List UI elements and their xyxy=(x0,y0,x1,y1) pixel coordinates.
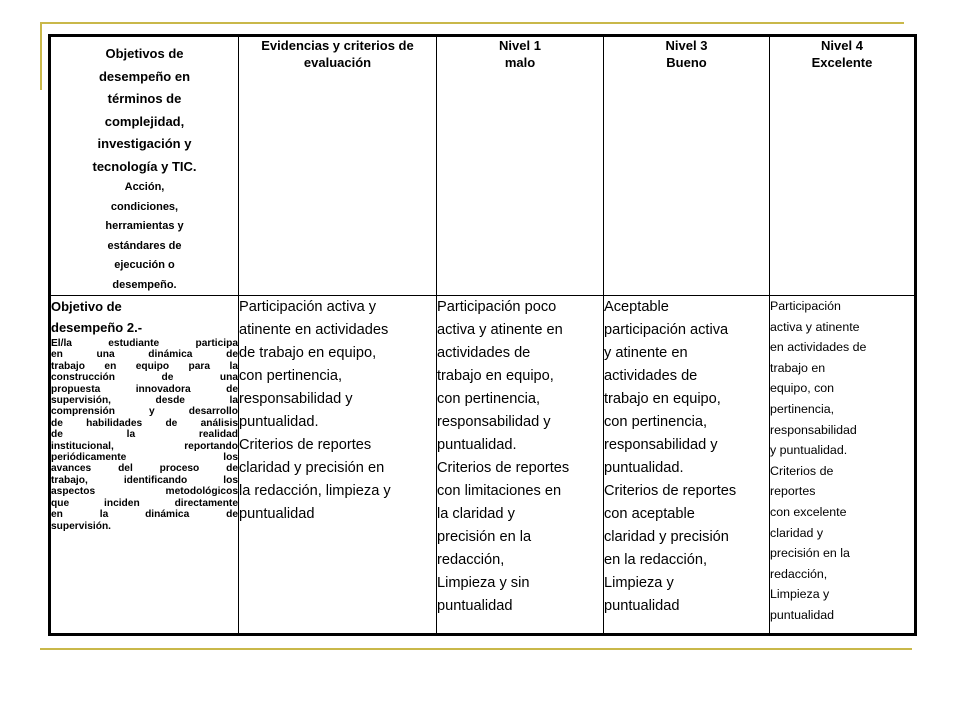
nivel-4-cell xyxy=(770,296,916,635)
text-line: actividades de xyxy=(437,345,531,361)
text-line: participación activa xyxy=(604,322,729,338)
text-line: en actividades de xyxy=(770,340,867,355)
text-line: trabajo en xyxy=(770,360,826,375)
text-line: Acción, xyxy=(124,181,165,193)
evidence-cell xyxy=(239,296,437,635)
text-line: de habilidades de análisis xyxy=(51,417,238,429)
text-line: con pertinencia, xyxy=(437,391,541,407)
text-line: activa y atinente xyxy=(770,319,860,334)
text-line: reportes xyxy=(770,484,816,499)
text-line: comprensión y desarrollo xyxy=(51,406,238,418)
text-line: con limitaciones en xyxy=(437,483,562,499)
text-line: Objetivos de xyxy=(105,46,184,61)
text-line: puntualidad. xyxy=(239,414,319,430)
text-line: la redacción, limpieza y xyxy=(239,483,391,499)
text-line: términos de xyxy=(107,91,182,106)
text-line: supervisión, desde la xyxy=(51,395,238,407)
text-line: Nivel 3 xyxy=(665,38,708,53)
text-line: periódicamente los xyxy=(51,452,238,464)
text-line: El/la estudiante participa xyxy=(51,338,238,349)
text-line: Excelente xyxy=(811,55,873,70)
text-line: Criterios de xyxy=(770,463,834,478)
text-line: Criterios de reportes xyxy=(437,460,570,476)
text-line: claridad y xyxy=(770,525,824,540)
text-line: puntualidad xyxy=(604,598,680,614)
decorative-bottom-line xyxy=(40,648,912,650)
text-line: trabajo en equipo, xyxy=(604,391,721,407)
text-line: redacción, xyxy=(437,552,505,568)
text-line: trabajo, identificando los xyxy=(51,474,238,486)
text-line: Limpieza y xyxy=(604,575,674,591)
text-line: Bueno xyxy=(666,55,707,70)
text-line: claridad y precisión xyxy=(604,529,729,545)
text-line: pertinencia, xyxy=(770,401,835,416)
text-line: Aceptable xyxy=(604,299,669,315)
text-line: puntualidad. xyxy=(437,437,517,453)
text-line: claridad y precisión en xyxy=(239,460,385,476)
text-line: Participación xyxy=(770,299,841,313)
objectives-subtitle xyxy=(51,178,238,295)
text-line: institucional, reportando xyxy=(51,440,238,452)
text-line: tecnología y TIC. xyxy=(92,158,197,174)
text-line: Nivel 4 xyxy=(821,38,863,53)
text-line: precisión en la xyxy=(770,546,850,561)
text-line: investigación y xyxy=(97,136,192,151)
text-line: con aceptable xyxy=(604,506,695,522)
objectives-title xyxy=(51,37,238,178)
decorative-left-line xyxy=(40,22,42,90)
text-line: de trabajo en equipo, xyxy=(239,345,377,361)
text-line: responsabilidad y xyxy=(437,414,551,430)
text-line: desempeño. xyxy=(112,278,177,291)
text-line: en una dinámica de xyxy=(51,349,238,361)
text-line: construcción de una xyxy=(51,372,238,384)
text-line: herramientas y xyxy=(105,220,184,232)
text-line: en la dinámica de xyxy=(51,509,238,521)
text-line: Participación poco xyxy=(437,299,557,315)
text-line: condiciones, xyxy=(110,200,179,213)
table-row xyxy=(50,296,916,635)
header-nivel-3 xyxy=(604,36,770,296)
text-line: redacción, xyxy=(770,566,828,581)
text-line: complejidad, xyxy=(104,113,185,129)
text-line: evaluación xyxy=(303,55,372,70)
text-line: Participación activa y xyxy=(239,299,377,315)
text-line: desempeño en xyxy=(98,68,191,84)
objective-cell xyxy=(50,296,239,635)
text-line: Limpieza y sin xyxy=(437,575,530,591)
text-line: actividades de xyxy=(604,368,698,384)
text-line: equipo, con xyxy=(770,381,835,396)
header-nivel-4 xyxy=(770,36,916,296)
text-line: propuesta innovadora de xyxy=(51,383,238,395)
text-line: Criterios de reportes xyxy=(239,437,372,453)
rubric-table xyxy=(48,34,917,636)
text-line: responsabilidad y xyxy=(604,437,718,453)
text-line: en la redacción, xyxy=(604,552,708,568)
text-line: con pertinencia, xyxy=(239,368,343,384)
text-line: Objetivo de xyxy=(51,299,122,314)
text-line: Criterios de reportes xyxy=(604,483,737,499)
decorative-top-line xyxy=(40,22,904,24)
header-row xyxy=(50,36,916,296)
text-line: que inciden directamente xyxy=(51,497,238,509)
objective-description xyxy=(51,338,238,532)
text-line: y atinente en xyxy=(604,345,688,361)
objective-title xyxy=(51,296,238,338)
text-line: y puntualidad. xyxy=(770,443,848,458)
header-evidence xyxy=(239,36,437,296)
text-line: trabajo en equipo para la xyxy=(51,360,238,372)
text-line: estándares de xyxy=(107,239,182,252)
text-line: responsabilidad y xyxy=(239,391,353,407)
text-line: con pertinencia, xyxy=(604,414,708,430)
nivel-3-cell xyxy=(604,296,770,635)
header-objectives xyxy=(50,36,239,296)
text-line: puntualidad. xyxy=(604,460,684,476)
text-line: precisión en la xyxy=(437,529,532,545)
text-line: Limpieza y xyxy=(770,587,830,602)
text-line: responsabilidad xyxy=(770,422,857,437)
text-line: Nivel 1 xyxy=(499,38,541,53)
text-line: Evidencias y criterios de xyxy=(261,38,414,53)
nivel-1-cell xyxy=(437,296,604,635)
text-line: con excelente xyxy=(770,504,847,519)
text-line: trabajo en equipo, xyxy=(437,368,554,384)
text-line: activa y atinente en xyxy=(437,322,563,338)
text-line: la claridad y xyxy=(437,506,515,522)
text-line: malo xyxy=(504,55,536,70)
text-line: puntualidad xyxy=(770,607,835,622)
text-line: supervisión. xyxy=(51,520,112,532)
text-line: avances del proceso de xyxy=(51,463,238,475)
text-line: de la realidad xyxy=(51,429,238,441)
text-line: desempeño 2.- xyxy=(51,320,143,335)
text-line: puntualidad xyxy=(239,506,315,522)
header-nivel-1 xyxy=(437,36,604,296)
text-line: atinente en actividades xyxy=(239,322,389,338)
text-line: puntualidad xyxy=(437,598,513,614)
text-line: aspectos metodológicos xyxy=(51,486,238,498)
text-line: ejecución o xyxy=(114,259,175,271)
